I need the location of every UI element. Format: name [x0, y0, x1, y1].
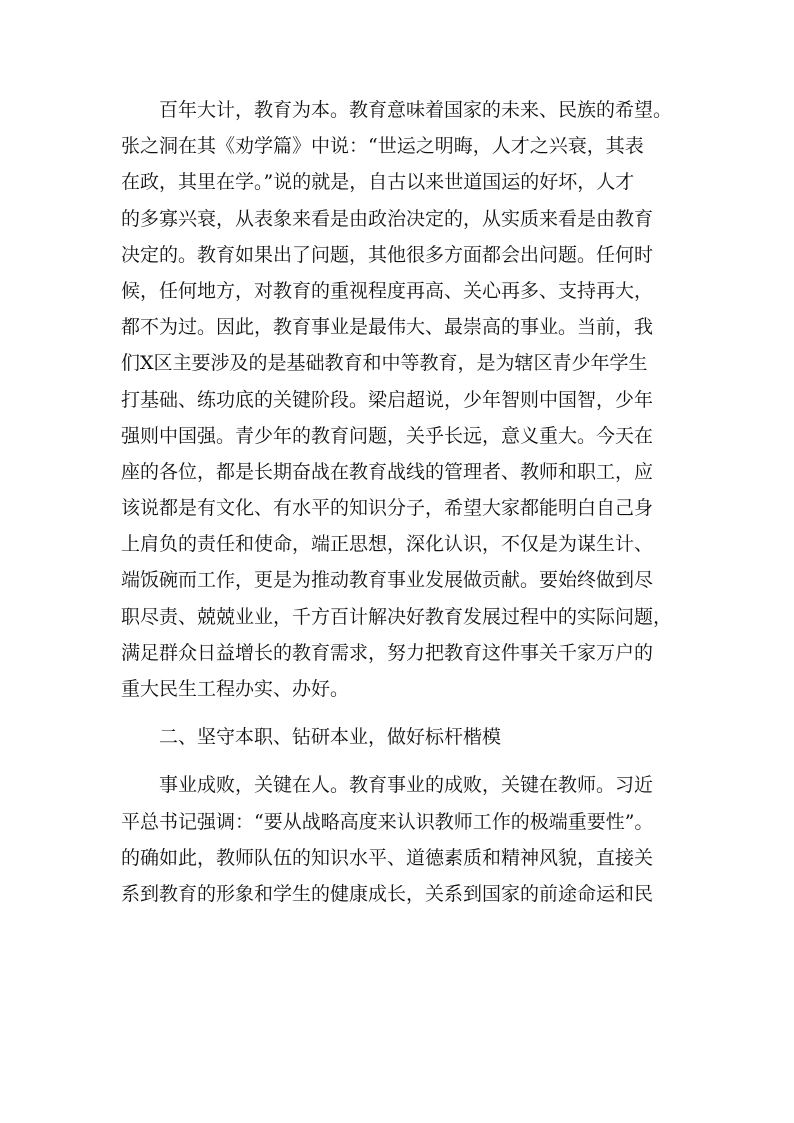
text-line: 决定的。教育如果出了问题，其他很多方面都会出问题。任何时 [121, 243, 654, 266]
paragraph-1 [121, 92, 691, 707]
section-heading [121, 719, 691, 755]
text-line: 在政，其里在学。”说的就是，自古以来世道国运的好坏，人才 [121, 171, 635, 194]
document-body [121, 92, 691, 912]
text-line: 上肩负的责任和使命，端正思想，深化认识，不仅是为谋生计、 [121, 533, 654, 556]
text-line: 座的各位，都是长期奋战在教育战线的管理者、教师和职工，应 [121, 460, 654, 483]
text-line: 打基础、练功底的关键阶段。梁启超说，少年智则中国智，少年 [121, 388, 654, 411]
text-line: 系到教育的形象和学生的健康成长，关系到国家的前途命运和民 [121, 882, 654, 905]
text-line: 该说都是有文化、有水平的知识分子，希望大家都能明白自己身 [121, 497, 654, 520]
text-line: 强则中国强。青少年的教育问题，关乎长远，意义重大。今天在 [121, 424, 654, 447]
text-line: 张之洞在其《劝学篇》中说：“世运之明晦，人才之兴衰，其表 [121, 135, 644, 158]
text-line: 重大民生工程办实、办好。 [121, 678, 350, 700]
text-line: 候，任何地方，对教育的重视程度再高、关心再多、支持再大， [121, 279, 654, 302]
text-line: 端饭碗而工作，更是为推动教育事业发展做贡献。要始终做到尽 [121, 569, 654, 592]
paragraph-spacer [121, 707, 691, 719]
text-line: 都不为过。因此，教育事业是最伟大、最崇高的事业。当前，我 [121, 316, 654, 339]
text-line: 百年大计，教育为本。教育意味着国家的未来、民族的希望。 [121, 99, 673, 121]
text-line: 的确如此，教师队伍的知识水平、道德素质和精神风貌，直接关 [121, 846, 654, 869]
paragraph-spacer [121, 755, 691, 767]
text-line: 平总书记强调：“要从战略高度来认识教师工作的极端重要性”。 [121, 810, 654, 833]
text-line: 们X区主要涉及的是基础教育和中等教育，是为辖区青少年学生 [121, 352, 648, 375]
text-line: 满足群众日益增长的教育需求，努力把教育这件事关千家万户的 [121, 641, 654, 664]
heading-text: 二、坚守本职、钻研本业，做好标杆楷模 [121, 726, 502, 749]
text-line: 的多寡兴衰，从表象来看是由政治决定的，从实质来看是由教育 [121, 207, 654, 230]
text-line: 事业成败，关键在人。教育事业的成败，关键在教师。习近 [121, 774, 654, 797]
text-line: 职尽责、兢兢业业，千方百计解决好教育发展过程中的实际问题， [121, 605, 673, 628]
paragraph-2 [121, 767, 691, 912]
